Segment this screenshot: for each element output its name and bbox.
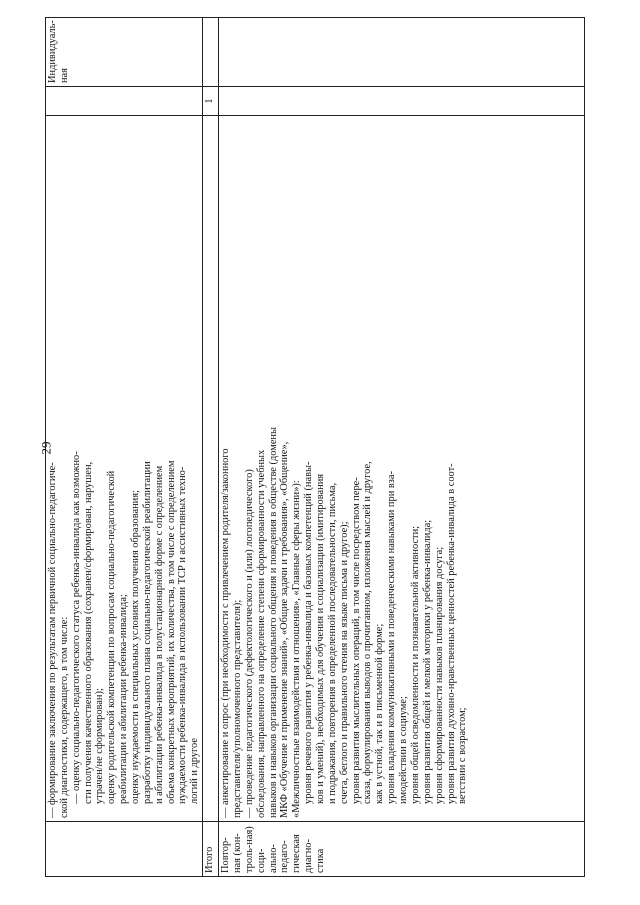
text-line: сказа, формулирования выводов о прочитанном, изложения мыслей и другое, [362, 461, 374, 804]
cell-quantity [46, 87, 203, 116]
text-line: уровня сформированности навыков планирования досуга; [433, 546, 445, 804]
table-row [46, 18, 203, 877]
cell-service-name: Повтор-ная (кон-троль-ная) соци-ально-педаго-гическая диагно-стика [219, 822, 585, 877]
text-line: ков и умений), необходимых для обучения и социализации (имитирования [315, 473, 327, 804]
text-line: и подражания, повторения в определенной последовательности, письма, [326, 482, 338, 804]
text-line: сти получения качественного образования (сохранен/сформирован, нарушен, [82, 461, 94, 804]
text-line: уровня владения коммуникативными и поведенческими навыками при вза- [386, 471, 398, 804]
text-line: навыков и навыков организации социального общения и поведения в обществе (домены [267, 427, 279, 818]
text-line: нуждаемости ребенка-инвалида в использовании ТСР и ассистивных техно- [177, 466, 189, 804]
text-line: ветствии с возрастом; [457, 707, 469, 804]
cell-total-label: Итого [203, 822, 219, 877]
services-table [45, 17, 585, 877]
text-line: «Межличностные взаимодействия и отношения», «Главные сферы жизни»): [291, 480, 303, 818]
text-line: разработку индивидуального плана социально-педагогической реабилитации [141, 461, 153, 804]
text-line: счета, беглого и правильного чтения на языке письма и другое); [338, 521, 350, 804]
text-line: уровня речевого развития у ребенка-инвалида и базовых компетенций (навы- [303, 461, 315, 804]
page-number: 29 [38, 441, 54, 455]
text-line: имодействии в социуме; [398, 696, 410, 804]
text-line: оценку родительской компетенции по вопросам социально-педагогической [106, 470, 118, 804]
text-line: утрачен/не сформирован); [94, 688, 106, 804]
cell-form [203, 18, 219, 87]
cell-description [203, 116, 219, 822]
text-line: — анкетирование и опрос (при необходимости с привлечением родителя/законного [220, 448, 232, 818]
text-line: объема конкретных мероприятий, их количества, в том числе с определением [165, 460, 177, 804]
text-line: — проведение педагогического (дефектологического и (или) логопедического) [243, 469, 255, 818]
text-line: — формирование заключения по результатам первичной социально-педагогиче- [47, 462, 58, 818]
text-line: уровня общей осведомленности и познавательной активности; [409, 525, 421, 804]
cell-service-name [46, 822, 203, 877]
cell-description [219, 116, 585, 822]
text-line: уровня развития мыслительных операций, в том числе посредством пере- [350, 477, 362, 804]
text-line: — оценку социально-педагогического статуса ребенка-инвалида как возможно- [70, 451, 82, 804]
table-row [203, 18, 219, 877]
cell-description [46, 116, 203, 822]
cell-form: Индивидуаль-ная [46, 18, 203, 87]
text-line: реабилитации и абилитации ребенка-инвалида; [118, 594, 130, 804]
text-line: логий и другое [189, 738, 201, 804]
text-line: уровня развития духовно-нравственных ценностей ребенка-инвалида в соот- [445, 463, 457, 804]
cell-form [219, 18, 585, 87]
text-line: обследования, направленного на определение степени сформированности учебных [255, 449, 267, 818]
text-line: представителя/уполномоченного представителя); [232, 599, 244, 818]
rotated-table-container [45, 17, 585, 877]
table-row [219, 18, 585, 877]
text-line: ской диагностики, содержащего, в том числе: [58, 616, 70, 818]
text-line: МКФ «Обучение и применение знаний», «Общие задачи и требования», «Общение», [279, 441, 291, 818]
cell-total-quantity: 1 [203, 87, 219, 116]
text-line: как в устной, так и в письменной форме; [374, 623, 386, 804]
text-line: уровня развития общей и мелкой моторики у ребенка-инвалида; [421, 519, 433, 804]
text-line: и абилитации ребенка-инвалида в полустационарной форме с определением [153, 465, 165, 804]
cell-quantity [219, 87, 585, 116]
text-line: оценку нуждаемости в специальных условиях получения образования; [130, 490, 142, 804]
